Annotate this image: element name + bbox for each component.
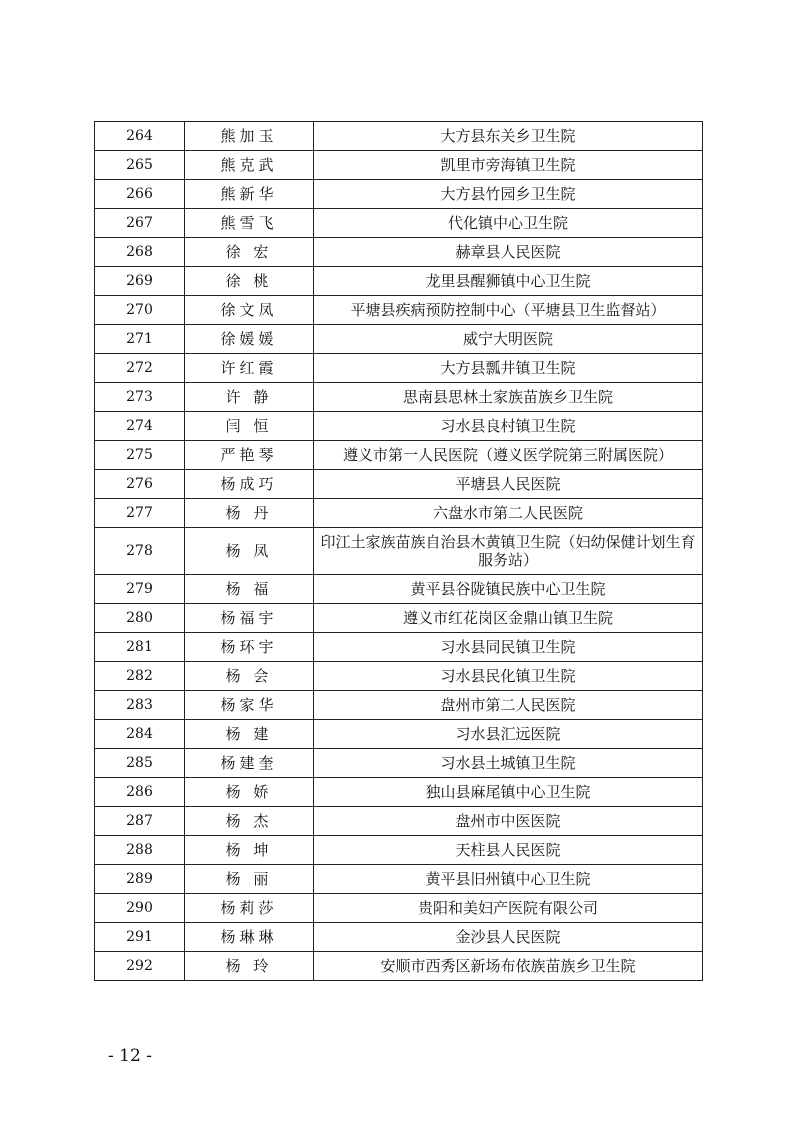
row-number-cell: 289	[95, 865, 185, 894]
person-name-cell: 杨 福	[185, 575, 314, 604]
row-number-cell: 265	[95, 151, 185, 180]
person-name-cell: 杨 会	[185, 662, 314, 691]
person-name-cell: 杨琳琳	[185, 923, 314, 952]
person-name-cell: 杨环宇	[185, 633, 314, 662]
row-number-cell: 288	[95, 836, 185, 865]
table-row	[95, 209, 703, 238]
organization-cell: 贵阳和美妇产医院有限公司	[314, 894, 703, 923]
person-name-cell: 杨 丽	[185, 865, 314, 894]
organization-cell: 黄平县谷陇镇民族中心卫生院	[314, 575, 703, 604]
table-row	[95, 499, 703, 528]
table-row	[95, 662, 703, 691]
row-number-cell: 276	[95, 470, 185, 499]
organization-cell: 习水县同民镇卫生院	[314, 633, 703, 662]
person-name-cell: 杨 玲	[185, 952, 314, 981]
person-name-cell: 熊雪飞	[185, 209, 314, 238]
table-row	[95, 238, 703, 267]
person-name-cell: 徐文凤	[185, 296, 314, 325]
row-number-cell: 275	[95, 441, 185, 470]
table-row	[95, 691, 703, 720]
organization-cell: 平塘县人民医院	[314, 470, 703, 499]
page-number: - 12 -	[108, 1046, 152, 1066]
table-row	[95, 151, 703, 180]
row-number-cell: 271	[95, 325, 185, 354]
organization-cell: 代化镇中心卫生院	[314, 209, 703, 238]
table-row	[95, 267, 703, 296]
row-number-cell: 291	[95, 923, 185, 952]
organization-cell: 黄平县旧州镇中心卫生院	[314, 865, 703, 894]
organization-cell: 六盘水市第二人民医院	[314, 499, 703, 528]
row-number-cell: 266	[95, 180, 185, 209]
organization-cell: 独山县麻尾镇中心卫生院	[314, 778, 703, 807]
row-number-cell: 290	[95, 894, 185, 923]
table-row	[95, 836, 703, 865]
table-row	[95, 296, 703, 325]
organization-cell: 大方县东关乡卫生院	[314, 122, 703, 151]
table-row	[95, 575, 703, 604]
table-row	[95, 749, 703, 778]
row-number-cell: 270	[95, 296, 185, 325]
row-number-cell: 269	[95, 267, 185, 296]
organization-cell: 赫章县人民医院	[314, 238, 703, 267]
person-name-cell: 熊加玉	[185, 122, 314, 151]
table-row	[95, 325, 703, 354]
person-name-cell: 许 静	[185, 383, 314, 412]
table-row	[95, 122, 703, 151]
row-number-cell: 278	[95, 528, 185, 575]
organization-cell: 大方县瓢井镇卫生院	[314, 354, 703, 383]
person-name-cell: 杨 丹	[185, 499, 314, 528]
person-name-cell: 严艳琴	[185, 441, 314, 470]
person-name-cell: 杨 娇	[185, 778, 314, 807]
organization-cell: 思南县思林土家族苗族乡卫生院	[314, 383, 703, 412]
table-row	[95, 633, 703, 662]
organization-cell: 安顺市西秀区新场布依族苗族乡卫生院	[314, 952, 703, 981]
table-row	[95, 807, 703, 836]
person-name-cell: 杨建奎	[185, 749, 314, 778]
organization-cell: 盘州市中医医院	[314, 807, 703, 836]
organization-cell: 平塘县疾病预防控制中心（平塘县卫生监督站）	[314, 296, 703, 325]
row-number-cell: 281	[95, 633, 185, 662]
person-name-cell: 杨 凤	[185, 528, 314, 575]
row-number-cell: 277	[95, 499, 185, 528]
row-number-cell: 283	[95, 691, 185, 720]
organization-cell: 金沙县人民医院	[314, 923, 703, 952]
row-number-cell: 292	[95, 952, 185, 981]
person-name-cell: 杨家华	[185, 691, 314, 720]
row-number-cell: 274	[95, 412, 185, 441]
organization-cell: 龙里县醒狮镇中心卫生院	[314, 267, 703, 296]
roster-table-body	[95, 122, 703, 981]
person-name-cell: 徐媛媛	[185, 325, 314, 354]
table-row	[95, 894, 703, 923]
person-name-cell: 许红霞	[185, 354, 314, 383]
person-name-cell: 杨成巧	[185, 470, 314, 499]
table-row	[95, 778, 703, 807]
row-number-cell: 285	[95, 749, 185, 778]
row-number-cell: 284	[95, 720, 185, 749]
table-row	[95, 354, 703, 383]
roster-table	[94, 121, 703, 981]
table-row	[95, 952, 703, 981]
person-name-cell: 徐 宏	[185, 238, 314, 267]
row-number-cell: 280	[95, 604, 185, 633]
table-row	[95, 412, 703, 441]
row-number-cell: 267	[95, 209, 185, 238]
row-number-cell: 273	[95, 383, 185, 412]
table-row	[95, 528, 703, 575]
organization-cell: 凯里市旁海镇卫生院	[314, 151, 703, 180]
table-row	[95, 383, 703, 412]
row-number-cell: 264	[95, 122, 185, 151]
organization-cell: 习水县土城镇卫生院	[314, 749, 703, 778]
organization-cell: 遵义市第一人民医院（遵义医学院第三附属医院）	[314, 441, 703, 470]
row-number-cell: 286	[95, 778, 185, 807]
organization-cell: 大方县竹园乡卫生院	[314, 180, 703, 209]
organization-cell: 印江土家族苗族自治县木黄镇卫生院（妇幼保健计划生育服务站）	[314, 528, 703, 575]
row-number-cell: 282	[95, 662, 185, 691]
table-row	[95, 720, 703, 749]
person-name-cell: 熊克武	[185, 151, 314, 180]
person-name-cell: 杨福宇	[185, 604, 314, 633]
person-name-cell: 闫 恒	[185, 412, 314, 441]
row-number-cell: 287	[95, 807, 185, 836]
person-name-cell: 杨莉莎	[185, 894, 314, 923]
person-name-cell: 杨 坤	[185, 836, 314, 865]
table-row	[95, 604, 703, 633]
organization-cell: 天柱县人民医院	[314, 836, 703, 865]
row-number-cell: 272	[95, 354, 185, 383]
table-row	[95, 470, 703, 499]
organization-cell: 遵义市红花岗区金鼎山镇卫生院	[314, 604, 703, 633]
table-row	[95, 180, 703, 209]
table-row	[95, 865, 703, 894]
table-row	[95, 923, 703, 952]
person-name-cell: 熊新华	[185, 180, 314, 209]
organization-cell: 威宁大明医院	[314, 325, 703, 354]
person-name-cell: 杨 建	[185, 720, 314, 749]
row-number-cell: 279	[95, 575, 185, 604]
organization-cell: 盘州市第二人民医院	[314, 691, 703, 720]
organization-cell: 习水县汇远医院	[314, 720, 703, 749]
organization-cell: 习水县民化镇卫生院	[314, 662, 703, 691]
person-name-cell: 杨 杰	[185, 807, 314, 836]
organization-cell: 习水县良村镇卫生院	[314, 412, 703, 441]
table-row	[95, 441, 703, 470]
row-number-cell: 268	[95, 238, 185, 267]
person-name-cell: 徐 桃	[185, 267, 314, 296]
